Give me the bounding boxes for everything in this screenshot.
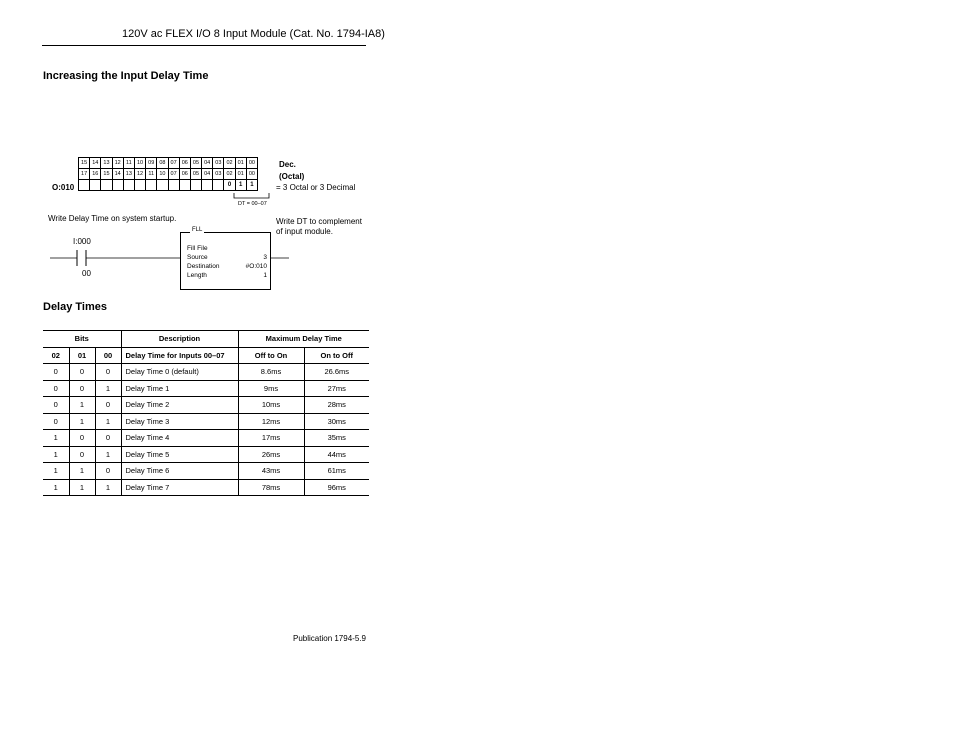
cell-b01: 0 [69,364,95,381]
bit-cell: 02 [224,169,235,180]
fll-parameter-list [187,253,267,280]
bit-cell: 04 [202,158,213,169]
table-row [43,364,369,381]
header-on-to-off: On to Off [304,347,369,364]
dt-range-label: DT = 00–07 [238,201,267,207]
bit-cell: 02 [224,158,235,169]
fll-parameter-value: 1 [263,272,267,279]
cell-b01: 1 [69,479,95,496]
bit-cell: 01 [235,169,246,180]
cell-desc: Delay Time 3 [121,413,238,430]
table-row [43,380,369,397]
header-description: Description [121,331,238,348]
complement-note [276,217,376,237]
bit-cell: 13 [101,158,112,169]
cell-b01: 0 [69,380,95,397]
cell-off-on: 78ms [238,479,304,496]
cell-b02: 0 [43,364,69,381]
cell-b01: 0 [69,430,95,447]
cell-desc: Delay Time 0 (default) [121,364,238,381]
cell-desc: Delay Time 4 [121,430,238,447]
cell-b00: 0 [95,397,121,414]
bit-cell: 13 [123,169,134,180]
bit-cell: 10 [157,169,168,180]
bit-cell: 07 [168,169,179,180]
bit-cell: 16 [90,169,101,180]
cell-off-on: 10ms [238,397,304,414]
fll-parameter-value: 3 [263,254,267,261]
bit-cell: 09 [146,158,157,169]
decimal-label: Dec. [279,160,296,169]
cell-desc: Delay Time 2 [121,397,238,414]
cell-off-on: 12ms [238,413,304,430]
bit-cell: 01 [235,158,246,169]
cell-b02: 1 [43,446,69,463]
word-address-label: O:010 [52,183,75,192]
header-bit-01: 01 [69,347,95,364]
header-bits: Bits [43,331,121,348]
cell-b02: 1 [43,463,69,480]
bit-cell: 15 [101,169,112,180]
contact-address: I:000 [73,237,91,246]
fll-parameter-label: Destination [187,263,220,270]
bit-cell: 00 [246,169,257,180]
cell-b02: 0 [43,413,69,430]
cell-on-off: 96ms [304,479,369,496]
cell-desc: Delay Time 1 [121,380,238,397]
table-row [43,397,369,414]
cell-b01: 1 [69,413,95,430]
header-max-delay: Maximum Delay Time [238,331,369,348]
cell-b00: 0 [95,463,121,480]
fll-parameter-row [187,253,267,262]
cell-on-off: 28ms [304,397,369,414]
table-row [43,413,369,430]
bit-cell: 05 [190,169,201,180]
cell-desc: Delay Time 5 [121,446,238,463]
cell-b02: 1 [43,430,69,447]
cell-on-off: 35ms [304,430,369,447]
fll-parameter-label: Source [187,254,208,261]
bit-cell: 03 [213,169,224,180]
header-bit-00: 00 [95,347,121,364]
bit-cell: 08 [157,158,168,169]
bit-cell: 15 [79,158,90,169]
publication-number: Publication 1794-5.9 [293,634,366,643]
bit-cell: 14 [90,158,101,169]
bit-cell: 1 [235,180,246,191]
result-label: = 3 Octal or 3 Decimal [276,183,356,192]
bit-cell: 11 [146,169,157,180]
cell-b01: 1 [69,463,95,480]
cell-on-off: 27ms [304,380,369,397]
cell-off-on: 43ms [238,463,304,480]
cell-off-on: 8.6ms [238,364,304,381]
header-off-to-on: Off to On [238,347,304,364]
bit-cell: 00 [246,158,257,169]
startup-note: Write Delay Time on system startup. [48,214,177,223]
bit-cell: 11 [123,158,134,169]
cell-desc: Delay Time 7 [121,479,238,496]
bit-cell: 17 [79,169,90,180]
bit-cell: 10 [134,158,145,169]
cell-b00: 1 [95,446,121,463]
bit-cell: 06 [179,169,190,180]
cell-on-off: 44ms [304,446,369,463]
cell-b02: 0 [43,380,69,397]
cell-b00: 0 [95,430,121,447]
octal-label: (Octal) [279,172,305,181]
bit-cell: 07 [168,158,179,169]
bit-cell: 1 [246,180,257,191]
cell-off-on: 17ms [238,430,304,447]
cell-on-off: 30ms [304,413,369,430]
bit-cell: 03 [213,158,224,169]
cell-b00: 1 [95,380,121,397]
fll-instruction-label: FLL [192,227,203,233]
complement-note-line-1: Write DT to complement [276,217,362,226]
fll-parameter-row [187,262,267,271]
fll-title: Fill File [187,245,208,252]
fll-parameter-label: Length [187,272,207,279]
table-row [43,479,369,496]
bit-cell: 12 [112,158,123,169]
cell-b00: 0 [95,364,121,381]
page-header-title: 120V ac FLEX I/O 8 Input Module (Cat. No. 1794-IA8) [122,28,385,40]
contact-bit: 00 [82,269,91,278]
bit-cell: 04 [202,169,213,180]
bit-cell: 12 [134,169,145,180]
cell-b02: 1 [43,479,69,496]
section-heading-delay-times: Delay Times [43,301,108,313]
cell-b00: 1 [95,413,121,430]
table-row [43,463,369,480]
bit-cell: 06 [179,158,190,169]
complement-note-line-2: of input module. [276,227,333,236]
cell-b01: 0 [69,446,95,463]
section-heading-input-delay: Increasing the Input Delay Time [43,70,209,82]
cell-off-on: 26ms [238,446,304,463]
fll-instruction-block [180,232,271,290]
bit-cell: 0 [224,180,235,191]
cell-b01: 1 [69,397,95,414]
cell-desc: Delay Time 6 [121,463,238,480]
cell-on-off: 26.6ms [304,364,369,381]
delay-times-table [43,330,369,496]
bit-cell: 14 [112,169,123,180]
fll-parameter-row [187,271,267,280]
cell-b00: 1 [95,479,121,496]
cell-off-on: 9ms [238,380,304,397]
header-bit-02: 02 [43,347,69,364]
bit-cell: 05 [190,158,201,169]
table-row [43,446,369,463]
cell-on-off: 61ms [304,463,369,480]
table-row [43,430,369,447]
fll-parameter-value: #O:010 [245,263,267,270]
cell-b02: 0 [43,397,69,414]
header-delay-inputs: Delay Time for Inputs 00–07 [121,347,238,364]
